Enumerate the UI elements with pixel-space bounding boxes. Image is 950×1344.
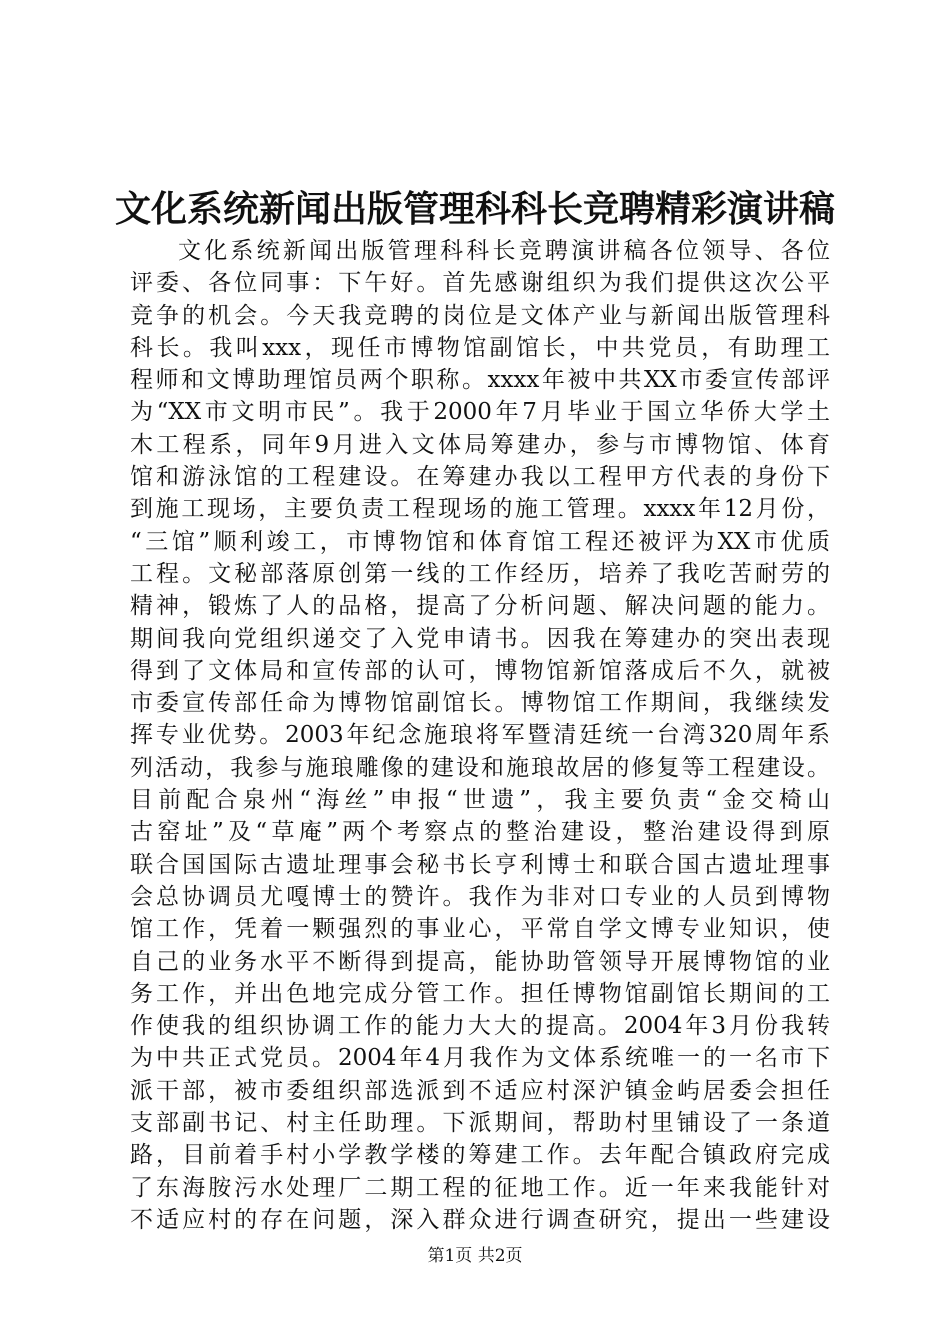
body-line: 了东海胺污水处理厂二期工程的征地工作。近一年来我能针对 xyxy=(130,1174,830,1201)
body-line: 木工程系，同年9月进入文体局筹建办，参与市博物馆、体育 xyxy=(130,431,830,458)
body-line: 为中共正式党员。2004年4月我作为文体系统唯一的一名市下 xyxy=(130,1045,830,1072)
body-line: 精神，锻炼了人的品格，提高了分析问题、解决问题的能力。 xyxy=(130,593,830,620)
body-line: 派干部，被市委组织部选派到不适应村深沪镇金屿居委会担任 xyxy=(130,1077,830,1104)
body-line: 作使我的组织协调工作的能力大大的提高。2004年3月份我转 xyxy=(130,1013,830,1040)
document-title: 文化系统新闻出版管理科科长竞聘精彩演讲稿 xyxy=(114,188,835,230)
body-line: 古窑址”及“草庵”两个考察点的整治建设，整治建设得到原 xyxy=(130,819,830,846)
body-line: “三馆”顺利竣工，市博物馆和体育馆工程还被评为XX市优质 xyxy=(130,528,830,555)
body-line: 不适应村的存在问题，深入群众进行调查研究，提出一些建设 xyxy=(130,1206,830,1233)
body-line: 馆工作，凭着一颗强烈的事业心，平常自学文博专业知识，使 xyxy=(130,916,830,943)
body-line: 联合国国际古遗址理事会秘书长亨利博士和联合国古遗址理事 xyxy=(130,851,830,878)
body-line: 市委宣传部任命为博物馆副馆长。博物馆工作期间，我继续发 xyxy=(130,690,830,717)
body-line: 会总协调员尤嘎博士的赞许。我作为非对口专业的人员到博物 xyxy=(130,883,830,910)
page-footer: 第1页 共2页 xyxy=(427,1246,523,1266)
body-line: 目前配合泉州“海丝”申报“世遗”，我主要负责“金交椅山 xyxy=(130,787,830,814)
body-line: 到施工现场，主要负责工程现场的施工管理。xxxx年12月份， xyxy=(130,496,830,523)
document-body xyxy=(130,235,830,1236)
body-line: 工程。文秘部落原创第一线的工作经历，培养了我吃苦耐劳的 xyxy=(130,560,830,587)
body-line: 路，目前着手村小学教学楼的筹建工作。去年配合镇政府完成 xyxy=(130,1142,830,1169)
body-line: 期间我向党组织递交了入党申请书。因我在筹建办的突出表现 xyxy=(130,625,830,652)
body-line: 程师和文博助理馆员两个职称。xxxx年被中共XX市委宣传部评 xyxy=(130,367,830,394)
body-line: 科长。我叫xxx，现任市博物馆副馆长，中共党员，有助理工 xyxy=(130,334,830,361)
body-line: 挥专业优势。2003年纪念施琅将军暨清廷统一台湾320周年系 xyxy=(130,722,830,749)
body-line: 竞争的机会。今天我竞聘的岗位是文体产业与新闻出版管理科 xyxy=(130,302,830,329)
body-line: 为“XX市文明市民”。我于2000年7月毕业于国立华侨大学土 xyxy=(130,399,830,426)
body-line: 馆和游泳馆的工程建设。在筹建办我以工程甲方代表的身份下 xyxy=(130,464,830,491)
body-line: 评委、各位同事：下午好。首先感谢组织为我们提供这次公平 xyxy=(130,270,830,297)
body-line: 务工作，并出色地完成分管工作。担任博物馆副馆长期间的工 xyxy=(130,980,830,1007)
body-line: 支部副书记、村主任助理。下派期间，帮助村里铺设了一条道 xyxy=(130,1110,830,1137)
body-line: 得到了文体局和宣传部的认可，博物馆新馆落成后不久，就被 xyxy=(130,657,830,684)
body-line: 列活动，我参与施琅雕像的建设和施琅故居的修复等工程建设。 xyxy=(130,754,830,781)
body-line: 文化系统新闻出版管理科科长竞聘演讲稿各位领导、各位 xyxy=(178,238,830,264)
body-line: 自己的业务水平不断得到提高，能协助管领导开展博物馆的业 xyxy=(130,948,830,975)
